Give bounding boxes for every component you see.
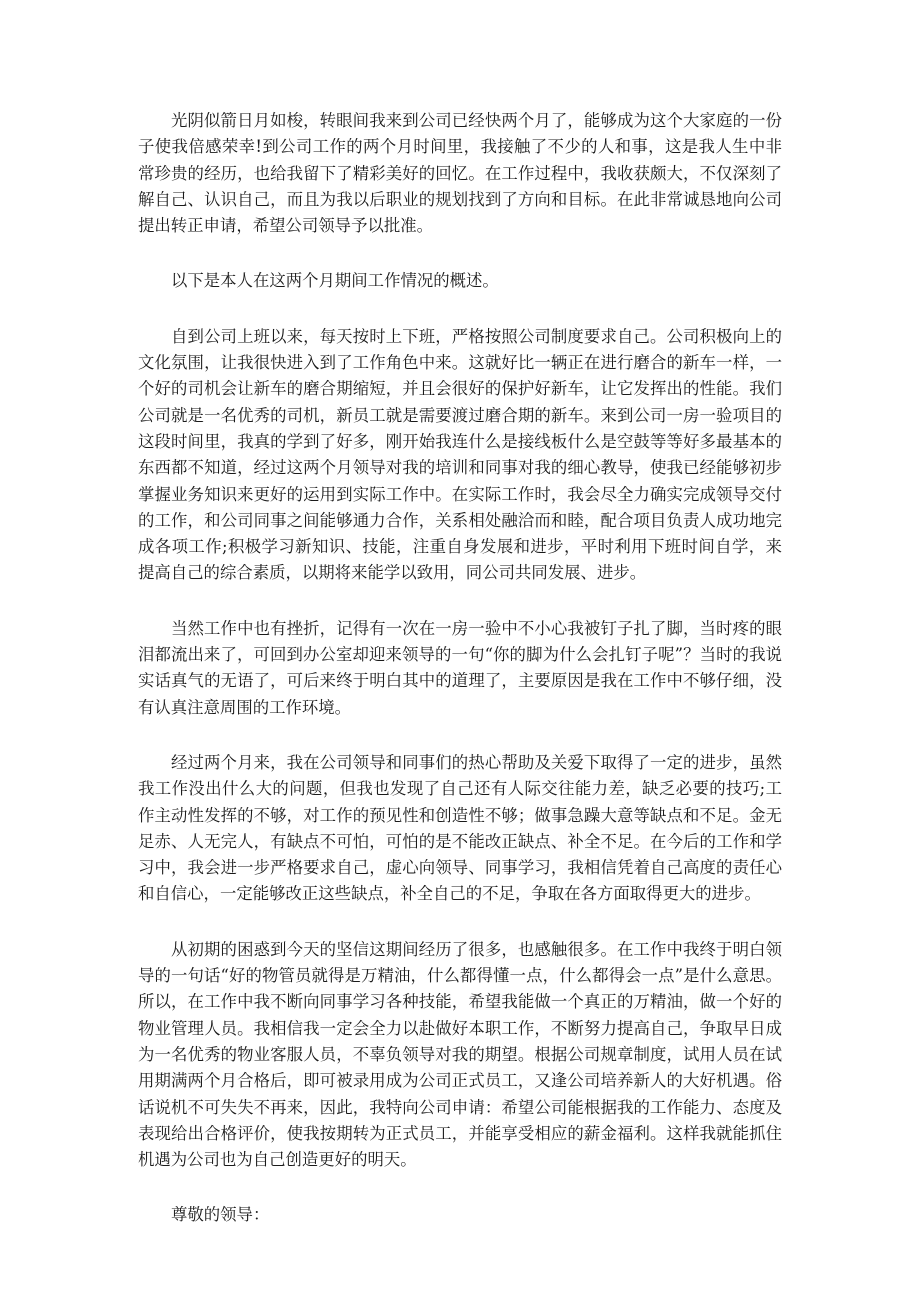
- document-body: [138, 108, 782, 1258]
- paragraph-setback: 当然工作中也有挫折，记得有一次在一房一验中不小心我被钉子扎了脚，当时疼的眼泪都流出来了，可回到办公室却迎来领导的一句“你的脚为什么会扎钉子呢”？当时的我说实话真气的无语了，可后来终于明白其中的道理了，主要原因是我在工作中不够仔细，没有认真注意周围的工作环境。: [138, 618, 782, 717]
- paragraph-work-summary: 自到公司上班以来，每天按时上下班，严格按照公司制度要求自己。公司积极向上的文化氛围，让我很快进入到了工作角色中来。这就好比一辆正在进行磨合的新车一样，一个好的司机会让新车的磨合期缩短，并且会很好的保护好新车，让它发挥出的性能。我们公司就是一名优秀的司机，新员工就是需要渡过磨合期的新车。来到公司一房一验项目的这段时间里，我真的学到了好多，刚开始我连什么是接线板什么是空鼓等等好多最基本的东西都不知道，经过这两个月领导对我的培训和同事对我的细心教导，使我已经能够初步掌握业务知识来更好的运用到实际工作中。在实际工作时，我会尽全力确实完成领导交付的工作，和公司同事之间能够通力合作，关系相处融洽而和睦，配合项目负责人成功地完成各项工作;积极学习新知识、技能，注重自身发展和进步，平时利用下班时间自学，来提高自己的综合素质，以期将来能学以致用，同公司共同发展、进步。: [138, 326, 782, 583]
- paragraph-application: 从初期的困惑到今天的坚信这期间经历了很多，也感触很多。在工作中我终于明白领导的一句话“好的物管员就得是万精油，什么都得懂一点，什么都得会一点”是什么意思。所以，在工作中我不断向同事学习各种技能，希望我能做一个真正的万精油，做一个好的物业管理人员。我相信我一定会全力以赴做好本职工作，不断努力提高自己，争取早日成为一名优秀的物业客服人员，不辜负领导对我的期望。根据公司规章制度，试用人员在试用期满两个月合格后，即可被录用成为公司正式员工，又逢公司培养新人的大好机遇。俗话说机不可失失不再来，因此，我特向公司申请：希望公司能根据我的工作能力、态度及表现给出合格评价，使我按期转为正式员工，并能享受相应的薪金福利。这样我就能抓住机遇为公司也为自己创造更好的明天。: [138, 939, 782, 1170]
- paragraph-intro: 光阴似箭日月如梭，转眼间我来到公司已经快两个月了，能够成为这个大家庭的一份子使我倍感荣幸!到公司工作的两个月时间里，我接触了不少的人和事，这是我人生中非常珍贵的经历，也给我留下了精彩美好的回忆。在工作过程中，我收获颇大，不仅深刻了解自己、认识自己，而且为我以后职业的规划找到了方向和目标。在此非常诚恳地向公司提出转正申请，希望公司领导予以批准。: [138, 111, 782, 236]
- paragraph-self-assessment: 经过两个月来，我在公司领导和同事们的热心帮助及关爱下取得了一定的进步，虽然我工作没出什么大的问题，但我也发现了自己还有人际交往能力差，缺乏必要的技巧;工作主动性发挥的不够，对工作的预见性和创造性不够；做事急躁大意等缺点和不足。金无足赤、人无完人，有缺点不可怕，可怕的是不能改正缺点、补全不足。在今后的工作和学习中，我会进一步严格要求自己，虚心向领导、同事学习，我相信凭着自己高度的责任心和自信心，一定能够改正这些缺点，补全自己的不足，争取在各方面取得更大的进步。: [138, 752, 782, 904]
- paragraph-salutation: 尊敬的领导：: [171, 1205, 270, 1225]
- paragraph-overview-heading: 以下是本人在这两个月期间工作情况的概述。: [171, 271, 499, 291]
